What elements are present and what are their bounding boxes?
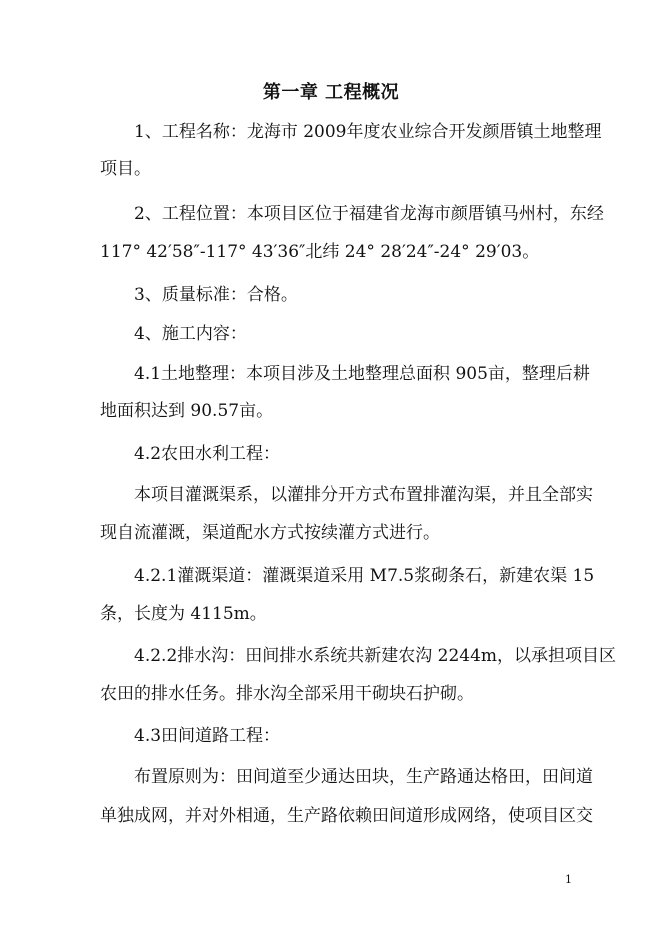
paragraph-line: 1、工程名称：龙海市 2009年度农业综合开发颜厝镇土地整理 bbox=[134, 122, 602, 142]
page-number: 1 bbox=[565, 873, 572, 886]
chapter-title: 第一章 工程概况 bbox=[262, 82, 400, 103]
paragraph-line: 2、工程位置：本项目区位于福建省龙海市颜厝镇马州村，东经 bbox=[134, 204, 604, 224]
paragraph-line: 农田的排水任务。排水沟全部采用干砌块石护砌。 bbox=[100, 684, 474, 704]
paragraph-line: 4.2农田水利工程： bbox=[134, 444, 281, 464]
paragraph-line: 4.3田间道路工程： bbox=[134, 726, 281, 746]
paragraph-line: 现自流灌溉，渠道配水方式按续灌方式进行。 bbox=[100, 523, 440, 543]
paragraph-line: 条，长度为 4115m。 bbox=[100, 604, 267, 624]
paragraph-line: 4.1土地整理：本项目涉及土地整理总面积 905亩，整理后耕 bbox=[134, 364, 590, 384]
paragraph-line: 本项目灌溉渠系，以灌排分开方式布置排灌沟渠，并且全部实 bbox=[134, 485, 593, 505]
paragraph-line: 4.2.1灌溉渠道：灌溉渠道采用 M7.5浆砌条石，新建农渠 15 bbox=[134, 566, 595, 586]
paragraph-line: 项目。 bbox=[100, 159, 151, 179]
paragraph-line: 4、施工内容： bbox=[134, 324, 247, 344]
paragraph-line: 4.2.2排水沟：田间排水系统共新建农沟 2244m，以承担项目区 bbox=[134, 646, 617, 666]
paragraph-line: 布置原则为：田间道至少通达田块，生产路通达格田，田间道 bbox=[134, 767, 593, 787]
paragraph-line: 地面积达到 90.57亩。 bbox=[100, 401, 274, 421]
paragraph-line: 117° 42′58″-117° 43′36″北纬 24° 28′24″-24° 29′03。 bbox=[100, 242, 540, 262]
paragraph-line: 3、质量标准：合格。 bbox=[134, 285, 298, 305]
paragraph-line: 单独成网，并对外相通，生产路依赖田间道形成网络，使项目区交 bbox=[100, 806, 593, 826]
